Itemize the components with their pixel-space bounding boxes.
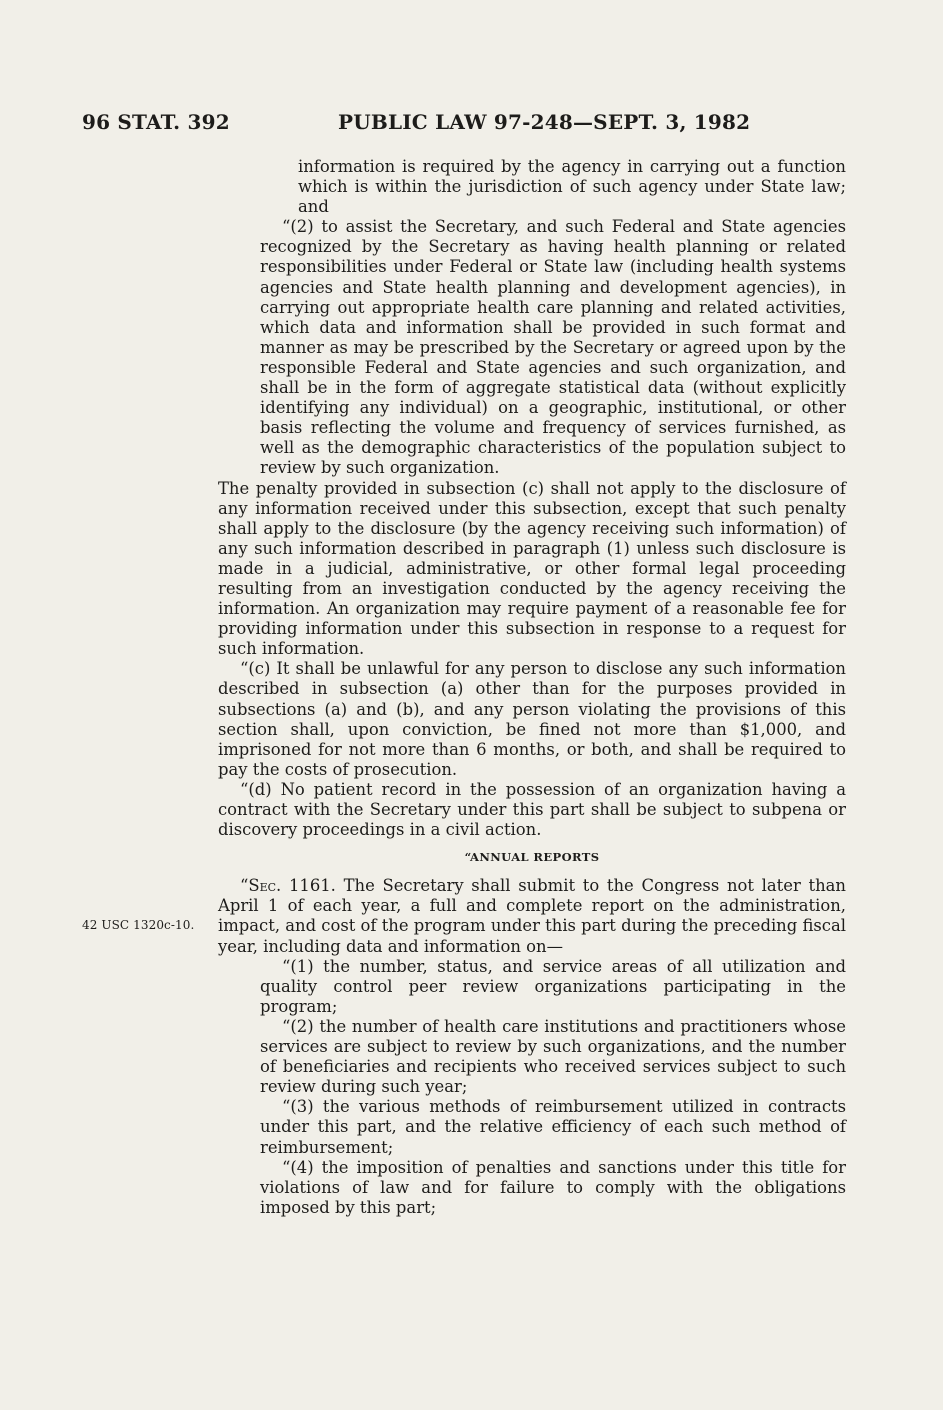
paragraph-penalty: The penalty provided in subsection (c) shall not apply to the disclosure of any information received under this subsection, except that such penalty shall apply to the disclosure (by the agency receiving such information) of any such information described in paragraph (1) unless such disclosure is made in a judicial, administrative, or other formal legal proceeding resulting from an investigation conducted by the agency receiving the information. An organization may require payment of a reasonable fee for providing information under this subsection in response to a request for such information. — [218, 478, 846, 659]
page-stat-reference: 96 STAT. 392 — [82, 110, 230, 134]
margin-citation: 42 USC 1320c-10. — [82, 918, 195, 932]
paragraph-subsection-d: “(d) No patient record in the possession of an organization having a contract with the Secretary under this part shall be subject to subpena or discovery proceedings in a civil action. — [218, 779, 846, 840]
paragraph-continuation: information is required by the agency in carrying out a function which is within the jurisdiction of such agency under State law; and — [298, 157, 846, 217]
report-item-2: “(2) the number of health care institutions and practitioners whose services are subject to review by such organizations, and the number of beneficiaries and recipients who received services subject to such review during such year; — [260, 1016, 846, 1097]
paragraph-subsection-c: “(c) It shall be unlawful for any person to disclose any such information described in subsection (a) other than for the purposes provided in subsections (a) and (b), and any person violating the provisions of this section shall, upon conviction, be fined not more than $1,000, and imprisoned for not more than 6 months, or both, and shall be required to pay the costs of prosecution. — [218, 659, 846, 779]
statute-body — [218, 157, 846, 1218]
report-item-3: “(3) the various methods of reimbursement utilized in contracts under this part, and the relative efficiency of each such method of reimbursement; — [260, 1097, 846, 1157]
section-1161-text: 1161. The Secretary shall submit to the Congress not later than April 1 of each year, a full and complete report on the administration, impact, and cost of the program under this part during the preceding fiscal year, including data and information on— — [218, 876, 846, 956]
section-label: “Sec. — [240, 876, 282, 896]
paragraph-item-2: “(2) to assist the Secretary, and such Federal and State agencies recognized by the Secretary as having health planning or related responsibilities under Federal or State law (including health systems agencies and State health planning and development agencies), in carrying out appropriate health care planning and related activities, which data and information shall be provided in such format and manner as may be prescribed by the Secretary or agreed upon by the responsible Federal and State agencies and such organization, and shall be in the form of aggregate statistical data (without explicitly identifying any individual) on a geographic, institutional, or other basis reflecting the volume and frequency of services furnished, as well as the demographic characteristics of the population subject to review by such organization. — [260, 217, 846, 478]
section-1161-intro — [218, 876, 846, 956]
report-item-4: “(4) the imposition of penalties and sanctions under this title for violations of law and for failure to comply with the obligations imposed by this part; — [260, 1157, 846, 1217]
report-item-1: “(1) the number, status, and service areas of all utilization and quality control peer review organizations participating in the program; — [260, 956, 846, 1016]
section-heading: “ANNUAL REPORTS — [464, 850, 600, 865]
running-header-title: PUBLIC LAW 97-248—SEPT. 3, 1982 — [338, 110, 751, 134]
